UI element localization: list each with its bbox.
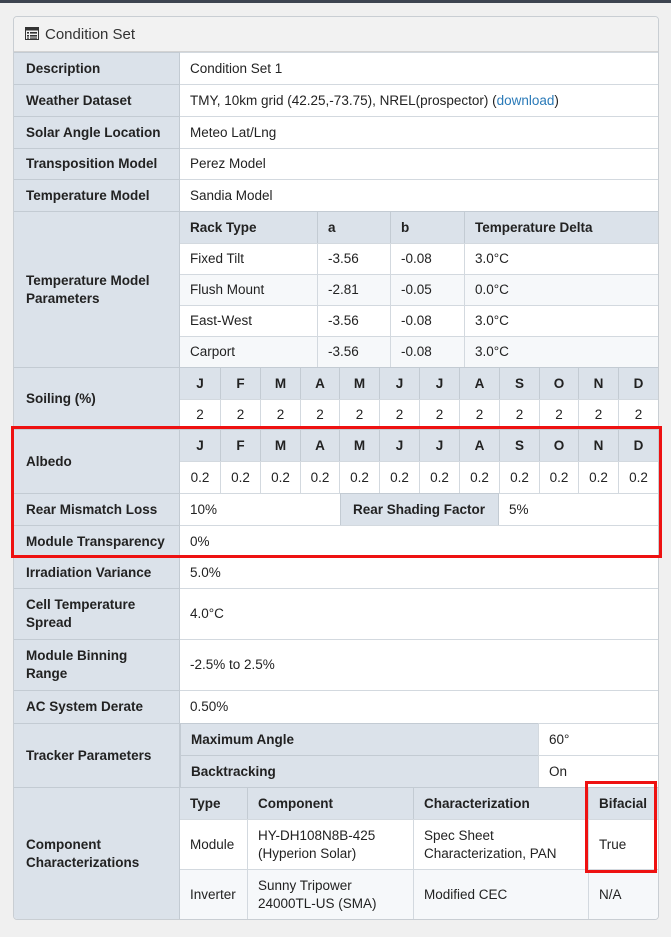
albedo-month-header: F (220, 429, 260, 461)
soiling-month-header: J (180, 367, 220, 399)
soiling-month-header: D (618, 367, 658, 399)
albedo-month-header: D (618, 429, 658, 461)
component-characterizations-label: Component Characterizations (14, 787, 180, 919)
cell-temp-spread-label: Cell Temperature Spread (14, 588, 180, 639)
albedo-label: Albedo (14, 429, 180, 493)
weather-dataset-text: TMY, 10km grid (42.25,-73.75), NREL(prospector) ( (190, 92, 497, 108)
albedo-month-value: 0.2 (379, 461, 419, 493)
irradiation-variance-label: Irradiation Variance (14, 557, 180, 588)
ac-derate-value: 0.50% (180, 690, 658, 723)
temp-params-cell: Flush Mount (180, 274, 317, 305)
albedo-month-header: M (260, 429, 300, 461)
temp-params-cell: -3.56 (317, 305, 390, 336)
weather-dataset-suffix: ) (554, 92, 559, 108)
temp-params-cell: -0.08 (390, 336, 464, 367)
soiling-label: Soiling (%) (14, 367, 180, 429)
soiling-month-header: M (260, 367, 300, 399)
albedo-month-header: S (499, 429, 539, 461)
temp-params-cell: -0.08 (390, 305, 464, 336)
albedo-month-header: J (419, 429, 459, 461)
solar-angle-label: Solar Angle Location (14, 116, 180, 148)
components-cell: HY-DH108N8B-425 (Hyperion Solar) (247, 819, 413, 869)
temp-params-cell: -2.81 (317, 274, 390, 305)
temp-params-cell: Fixed Tilt (180, 243, 317, 274)
cell-temp-spread-value: 4.0°C (180, 588, 658, 639)
temperature-model-value: Sandia Model (180, 179, 658, 211)
soiling-month-value: 2 (499, 399, 539, 429)
albedo-month-header: A (300, 429, 339, 461)
soiling-month-value: 2 (539, 399, 578, 429)
weather-dataset-value (180, 84, 658, 116)
soiling-month-value: 2 (379, 399, 419, 429)
albedo-month-header: M (339, 429, 379, 461)
components-cell: Inverter (180, 869, 247, 919)
table-list-icon (25, 27, 39, 40)
soiling-month-value: 2 (260, 399, 300, 429)
transposition-label: Transposition Model (14, 148, 180, 179)
backtracking-label: Backtracking (180, 755, 538, 787)
tracker-params-label: Tracker Parameters (14, 723, 180, 787)
module-transparency-label: Module Transparency (14, 525, 180, 557)
max-angle-value: 60° (538, 723, 658, 755)
soiling-month-value: 2 (459, 399, 499, 429)
soiling-month-value: 2 (618, 399, 658, 429)
module-binning-value: -2.5% to 2.5% (180, 639, 658, 690)
rear-mismatch-label: Rear Mismatch Loss (14, 493, 180, 525)
components-cell: Module (180, 819, 247, 869)
description-value: Condition Set 1 (180, 52, 658, 84)
soiling-month-header: J (379, 367, 419, 399)
temp-params-cell: 3.0°C (464, 336, 658, 367)
soiling-month-header: N (578, 367, 618, 399)
components-cell: Sunny Tripower 24000TL-US (SMA) (247, 869, 413, 919)
components-cell: N/A (588, 869, 658, 919)
soiling-month-header: F (220, 367, 260, 399)
albedo-month-value: 0.2 (459, 461, 499, 493)
components-header: Type (180, 787, 247, 819)
albedo-month-value: 0.2 (419, 461, 459, 493)
backtracking-value: On (538, 755, 658, 787)
components-header: Bifacial (588, 787, 658, 819)
temp-params-cell: 3.0°C (464, 305, 658, 336)
albedo-month-value: 0.2 (539, 461, 578, 493)
ac-derate-label: AC System Derate (14, 690, 180, 723)
components-cell: Spec Sheet Characterization, PAN (413, 819, 588, 869)
temperature-params-label: Temperature Model Parameters (14, 211, 180, 367)
albedo-month-value: 0.2 (618, 461, 658, 493)
weather-dataset-label: Weather Dataset (14, 84, 180, 116)
albedo-month-header: O (539, 429, 578, 461)
temp-params-cell: 0.0°C (464, 274, 658, 305)
soiling-month-header: O (539, 367, 578, 399)
solar-angle-value: Meteo Lat/Lng (180, 116, 658, 148)
temp-params-cell: East-West (180, 305, 317, 336)
albedo-month-header: J (180, 429, 220, 461)
temp-params-cell: 3.0°C (464, 243, 658, 274)
components-cell: Modified CEC (413, 869, 588, 919)
module-binning-label: Module Binning Range (14, 639, 180, 690)
soiling-month-header: M (339, 367, 379, 399)
soiling-month-value: 2 (419, 399, 459, 429)
components-header: Characterization (413, 787, 588, 819)
temp-params-header: a (317, 211, 390, 243)
module-transparency-value: 0% (180, 525, 658, 557)
albedo-month-header: A (459, 429, 499, 461)
components-cell: True (588, 819, 658, 869)
albedo-month-value: 0.2 (180, 461, 220, 493)
soiling-month-header: A (300, 367, 339, 399)
components-header: Component (247, 787, 413, 819)
albedo-month-value: 0.2 (260, 461, 300, 493)
soiling-month-value: 2 (578, 399, 618, 429)
temp-params-cell: -3.56 (317, 336, 390, 367)
soiling-month-value: 2 (220, 399, 260, 429)
albedo-month-header: J (379, 429, 419, 461)
temp-params-header: Temperature Delta (464, 211, 658, 243)
albedo-month-value: 0.2 (499, 461, 539, 493)
rear-shading-value: 5% (499, 493, 658, 525)
rear-mismatch-value: 10% (180, 493, 340, 525)
temp-params-cell: -3.56 (317, 243, 390, 274)
albedo-month-value: 0.2 (578, 461, 618, 493)
download-link[interactable]: download (496, 92, 555, 108)
temp-params-cell: -0.08 (390, 243, 464, 274)
max-angle-label: Maximum Angle (180, 723, 538, 755)
temp-params-cell: Carport (180, 336, 317, 367)
description-label: Description (14, 52, 180, 84)
soiling-month-value: 2 (300, 399, 339, 429)
soiling-month-value: 2 (339, 399, 379, 429)
temperature-model-label: Temperature Model (14, 179, 180, 211)
top-bar (0, 0, 671, 3)
soiling-month-header: A (459, 367, 499, 399)
rear-shading-label: Rear Shading Factor (340, 493, 499, 525)
albedo-month-header: N (578, 429, 618, 461)
soiling-month-header: S (499, 367, 539, 399)
panel-header (14, 17, 658, 52)
transposition-value: Perez Model (180, 148, 658, 179)
albedo-month-value: 0.2 (339, 461, 379, 493)
condition-set-panel (13, 16, 659, 920)
irradiation-variance-value: 5.0% (180, 557, 658, 588)
panel-title: Condition Set (45, 26, 136, 43)
temp-params-cell: -0.05 (390, 274, 464, 305)
temp-params-header: b (390, 211, 464, 243)
soiling-month-header: J (419, 367, 459, 399)
albedo-month-value: 0.2 (220, 461, 260, 493)
albedo-month-value: 0.2 (300, 461, 339, 493)
soiling-month-value: 2 (180, 399, 220, 429)
temp-params-header: Rack Type (180, 211, 317, 243)
